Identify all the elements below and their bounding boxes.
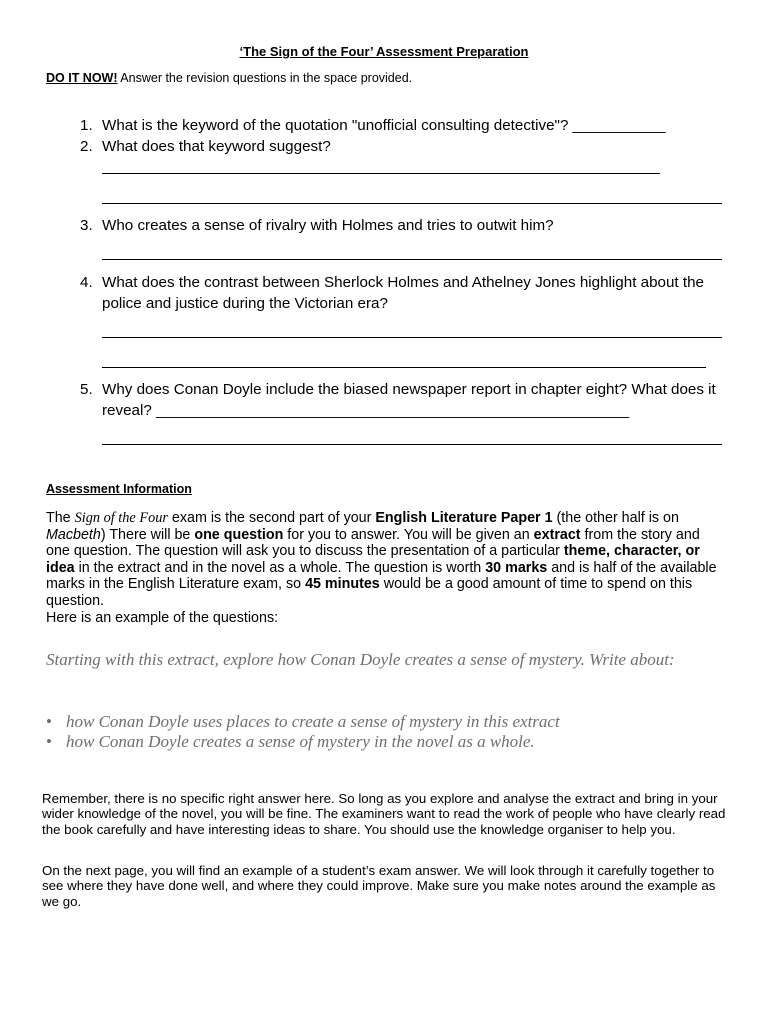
question-text: What is the keyword of the quotation "unofficial consulting detective"? ___________: [102, 117, 666, 134]
answer-line[interactable]: [102, 337, 722, 338]
answer-line[interactable]: [102, 173, 660, 174]
macbeth-title: Macbeth: [46, 526, 101, 543]
do-it-now-instruction: [46, 71, 412, 85]
question-text: What does the contrast between Sherlock Holmes and Athelney Jones highlight about the police and justice during the Victorian era?: [102, 274, 704, 312]
page-title: ‘The Sign of the Four’ Assessment Preparation: [239, 44, 529, 59]
do-it-now-text: Answer the revision questions in the space provided.: [117, 71, 413, 85]
do-it-now-label: DO IT NOW!: [46, 71, 118, 85]
question-number: 1.: [80, 117, 93, 134]
answer-line[interactable]: [102, 367, 706, 368]
assessment-info-heading: Assessment Information: [46, 482, 192, 496]
next-page-paragraph: On the next page, you will find an example of a student’s exam answer. We will look through it carefully together to see where they have done well, and where they could improve. Make sure you make notes around the example as we go.: [42, 863, 716, 909]
question-text: Who creates a sense of rivalry with Holmes and tries to outwit him?: [102, 217, 554, 234]
list-item: • how Conan Doyle uses places to create a sense of mystery in this extract: [46, 712, 560, 731]
example-question: Starting with this extract, explore how Conan Doyle creates a sense of mystery. Write about:: [46, 650, 675, 669]
list-item: • how Conan Doyle creates a sense of mystery in the novel as a whole.: [46, 732, 535, 751]
book-title: Sign of the Four: [74, 510, 168, 526]
bullet-icon: •: [46, 712, 52, 731]
assessment-info-paragraph: The Sign of the Four exam is the second part of your English Literature Paper 1 (the other half is on Macbeth) There will be one question for you to answer. You will be given an extract from the story and one question. The question will ask you to discuss the presentation of a particular theme, character, or idea in the extract and in the novel as a whole. The question is worth 30 marks and is half of the available marks in the English Literature exam, so 45 minutes would be a good amount of time to spend on this question.: [46, 510, 717, 609]
answer-line[interactable]: [102, 259, 722, 260]
question-number: 2.: [80, 138, 93, 155]
remember-paragraph: Remember, there is no specific right answer here. So long as you explore and analyse the extract and bring in your wider knowledge of the novel, you will be fine. The examiners want to read the work of people who have clearly read the book carefully and have interesting ideas to share. You should use the knowledge organiser to help you.: [42, 791, 726, 837]
question-text: Why does Conan Doyle include the biased newspaper report in chapter eight? What does it reveal? ________________________________________________________: [102, 381, 716, 419]
answer-line[interactable]: [102, 203, 722, 204]
question-number: 3.: [80, 217, 93, 234]
question-number: 4.: [80, 274, 93, 291]
answer-line[interactable]: [102, 444, 722, 445]
example-intro: Here is an example of the questions:: [46, 610, 279, 626]
question-text: What does that keyword suggest?: [102, 138, 331, 155]
example-bullet-list: [46, 712, 560, 752]
question-number: 5.: [80, 381, 93, 398]
bullet-icon: •: [46, 732, 52, 751]
